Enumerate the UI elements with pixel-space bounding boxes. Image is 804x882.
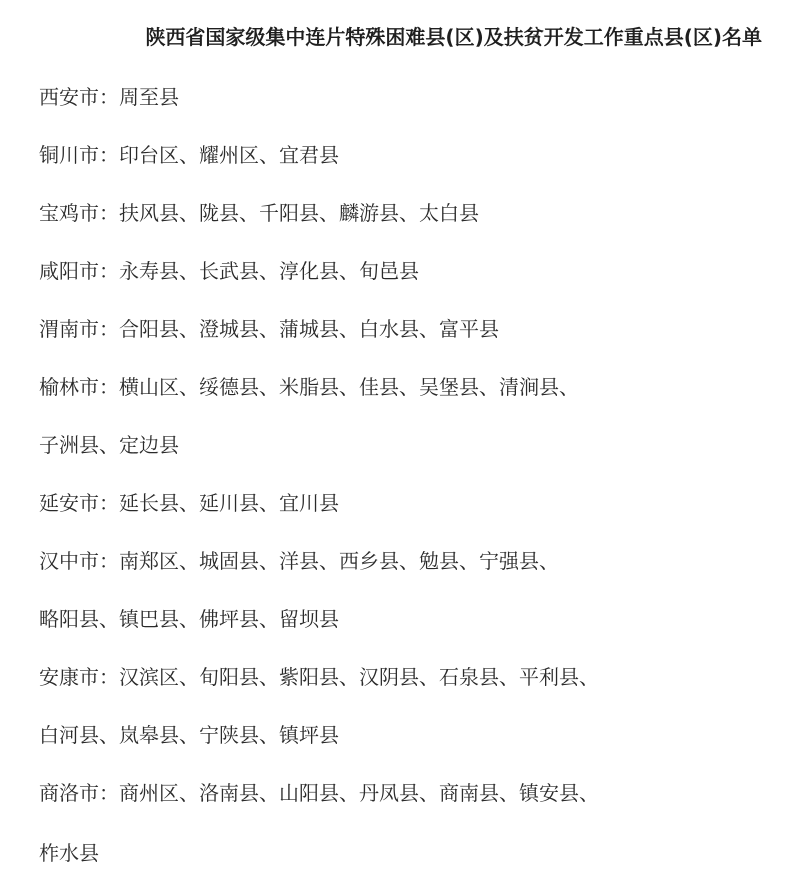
document-title: 陕西省国家级集中连片特殊困难县(区)及扶贫开发工作重点县(区)名单 [145,25,762,49]
list-item-tongchuan: 铜川市：印台区、耀州区、宜君县 [39,143,339,167]
list-item-shangluo-cont: 柞水县 [39,841,99,865]
list-item-yanan: 延安市：延长县、延川县、宜川县 [39,491,339,515]
list-item-ankang-cont: 白河县、岚皋县、宁陕县、镇坪县 [39,723,339,747]
list-item-hanzhong-cont: 略阳县、镇巴县、佛坪县、留坝县 [39,607,339,631]
list-item-yulin-cont: 子洲县、定边县 [39,433,179,457]
list-item-yulin: 榆林市：横山区、绥德县、米脂县、佳县、吴堡县、清涧县、 [39,375,579,399]
list-item-weinan: 渭南市：合阳县、澄城县、蒲城县、白水县、富平县 [39,317,499,341]
list-item-ankang: 安康市：汉滨区、旬阳县、紫阳县、汉阴县、石泉县、平利县、 [39,665,599,689]
list-item-baoji: 宝鸡市：扶风县、陇县、千阳县、麟游县、太白县 [39,201,479,225]
list-item-xianyang: 咸阳市：永寿县、长武县、淳化县、旬邑县 [39,259,419,283]
list-item-xian: 西安市：周至县 [39,85,179,109]
list-item-shangluo: 商洛市：商州区、洛南县、山阳县、丹凤县、商南县、镇安县、 [39,781,599,805]
list-item-hanzhong: 汉中市：南郑区、城固县、洋县、西乡县、勉县、宁强县、 [39,549,559,573]
